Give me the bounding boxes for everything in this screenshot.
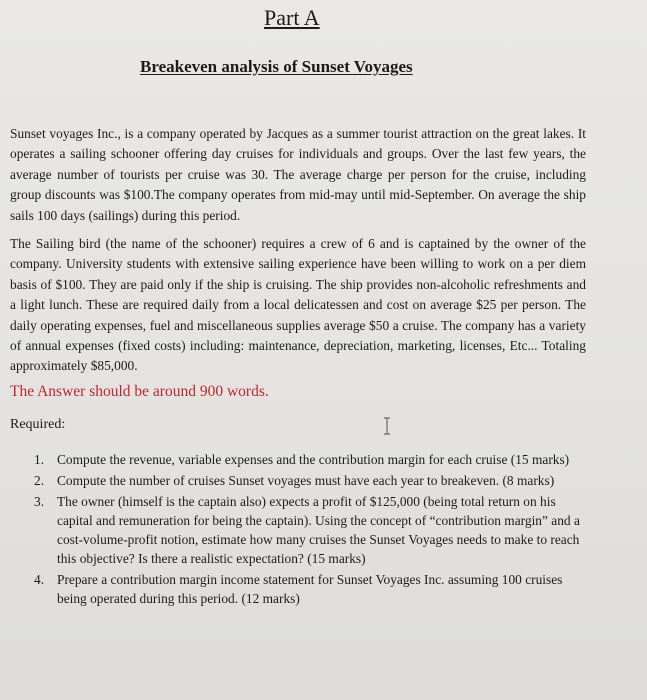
question-text: Prepare a contribution margin income statement for Sunset Voyages Inc. assuming 100 cruises being operated during this period. (12 marks): [57, 572, 563, 606]
question-item-3: [30, 492, 580, 568]
question-item-1: [30, 450, 580, 469]
question-number: 2.: [34, 473, 45, 488]
intro-paragraph: Sunset voyages Inc., is a company operated by Jacques as a summer tourist attraction on the great lakes. It operates a sailing schooner offering day cruises for individuals and groups. Over the last few years, the average number of tourists per cruise was 30. The average charge per person for the cruise, including group discounts was $100.The company operates from mid-may until mid-September. On average the ship sails 100 days (sailings) during this period.: [10, 126, 586, 223]
question-number: 4.: [34, 572, 45, 587]
question-number: 3.: [34, 494, 45, 509]
required-questions-list: [30, 450, 580, 610]
question-text: Compute the number of cruises Sunset voyages must have each year to breakeven. (8 marks): [57, 473, 555, 488]
details-paragraph: The Sailing bird (the name of the schooner) requires a crew of 6 and is captained by the owner of the company. University students with extensive sailing experience have been willing to work on a per diem basis of $100. They are paid only if the ship is cruising. The ship provides non-alcoholic refreshments and a light lunch. These are required daily from a local delicatessen and cost on average $25 per person. The daily operating expenses, fuel and miscellaneous supplies average $50 a cruise. The company has a variety of annual expenses (fixed costs) including: maintenance, depreciation, marketing, licenses, Etc... Totaling approximately $85,000.: [10, 236, 586, 374]
text-cursor-icon: [382, 417, 392, 435]
part-title: Part A: [264, 5, 320, 30]
section-title: Breakeven analysis of Sunset Voyages: [140, 57, 413, 76]
question-text: Compute the revenue, variable expenses and the contribution margin for each cruise (15 marks): [57, 452, 570, 467]
answer-length-note: The Answer should be around 900 words.: [10, 383, 269, 400]
question-number: 1.: [34, 452, 45, 467]
question-item-4: [30, 570, 580, 608]
question-item-2: [30, 471, 580, 490]
question-text: The owner (himself is the captain also) expects a profit of $125,000 (being total return on his capital and remuneration for being the captain). Using the concept of “contribution margin” and a cost-volume-profit notion, estimate how many cruises the Sunset Voyages needs to make to reach this objective? Is there a realistic expectation? (15 marks): [57, 494, 580, 566]
required-label: Required:: [10, 417, 66, 432]
